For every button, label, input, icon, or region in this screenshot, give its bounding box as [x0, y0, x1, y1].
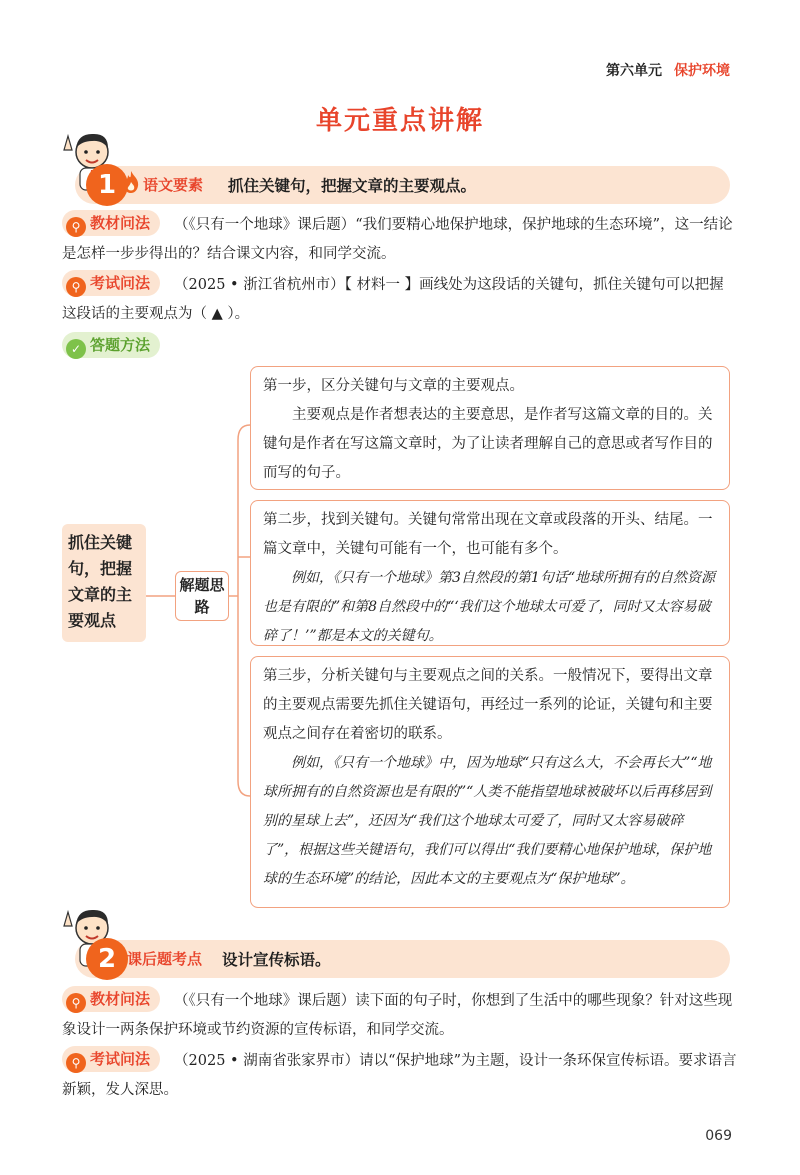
section2-textbook-question [62, 986, 738, 1045]
textbook-question-text: （《只有一个地球》课后题）读下面的句子时，你想到了生活中的哪些现象？针对这些现象设计一两条保护环境或节约资源的宣传标语，和同学交流。 [62, 993, 733, 1038]
method-tag-label: 答题方法 [90, 336, 151, 354]
mindmap-step1 [250, 366, 730, 490]
exam-tag-label: 考试问法 [90, 1050, 151, 1068]
magnifier-icon: ⚲ [66, 993, 86, 1013]
exam-tag [62, 1046, 160, 1072]
step2-heading: 第二步，找到关键句。关键句常常出现在文章或段落的开头、结尾。一篇文章中，关键句可能有一个，也可能有多个。 [263, 512, 713, 557]
page-title: 单元重点讲解 [315, 106, 484, 136]
section2-label: 课后题考点 [127, 950, 203, 968]
page-number: 069 [705, 1128, 732, 1144]
step1-heading: 第一步，区分关键句与文章的主要观点。 [263, 378, 524, 394]
section2-heading: 设计宣传标语。 [222, 951, 331, 969]
magnifier-icon: ⚲ [66, 217, 86, 237]
step3-example: 例如，《只有一个地球》中，因为地球“只有这么大，不会再长大”“地球所拥有的自然资源也是有限的”“人类不能指望地球被破坏以后再移居到别的星球上去”，还因为“我们这个地球太可爱了，同时又太容易破碎了”，根据这些关键语句，我们可以得出“我们要精心地保护地球，保护地球的生态环境”的结论，因此本文的主要观点为“保护地球”。 [263, 755, 712, 887]
unit-label: 第六单元 [606, 63, 662, 79]
mindmap-branch: 解题思路 [175, 571, 229, 621]
textbook-tag-label: 教材问法 [90, 990, 151, 1008]
textbook-tag-label: 教材问法 [90, 214, 151, 232]
step3-heading: 第三步，分析关键句与主要观点之间的关系。一般情况下，要得出文章的主要观点需要先抓住关键语句，再经过一系列的论证，关键句和主要观点之间存在着密切的联系。 [263, 668, 713, 742]
section2-number: 2 [86, 938, 128, 980]
section1-heading: 抓住关键句，把握文章的主要观点。 [228, 177, 477, 195]
magnifier-icon: ⚲ [66, 1053, 86, 1073]
lightbulb-icon: ✓ [66, 339, 86, 359]
section1-label: 语文要素 [143, 176, 204, 194]
exam-tag-label: 考试问法 [90, 274, 151, 292]
magnifier-icon: ⚲ [66, 277, 86, 297]
exam-question-text: （2025 • 湖南省张家界市）请以“保护地球”为主题，设计一条环保宣传标语。要求语言新颖，发人深思。 [62, 1053, 737, 1098]
textbook-tag [62, 986, 160, 1012]
step1-body: 主要观点是作者想表达的主要意思，是作者写这篇文章的目的。关键句是作者在写这篇文章时，为了让读者理解自己的意思或者写作目的而写的句子。 [263, 407, 713, 481]
section2-exam-question [62, 1046, 738, 1105]
mindmap-step2 [250, 500, 730, 646]
unit-topic: 保护环境 [674, 63, 730, 79]
textbook-question-text: （《只有一个地球》课后题）“我们要精心地保护地球，保护地球的生态环境”，这一结论是怎样一步步得出的？结合课文内容，和同学交流。 [62, 217, 733, 262]
mindmap-step3 [250, 656, 730, 908]
section1-number: 1 [86, 164, 128, 206]
step2-example: 例如，《只有一个地球》第3自然段的第1句话“地球所拥有的自然资源也是有限的”和第8自然段中的“‘我们这个地球太可爱了，同时又太容易破碎了！’”都是本文的关键句。 [263, 570, 715, 644]
mindmap-root: 抓住关键句，把握文章的主要观点 [62, 524, 146, 642]
exam-question-text: （2025 • 浙江省杭州市）【 材料一 】画线处为这段话的关键句，抓住关键句可以把握这段话的主要观点为（ ▲ ）。 [62, 277, 724, 322]
